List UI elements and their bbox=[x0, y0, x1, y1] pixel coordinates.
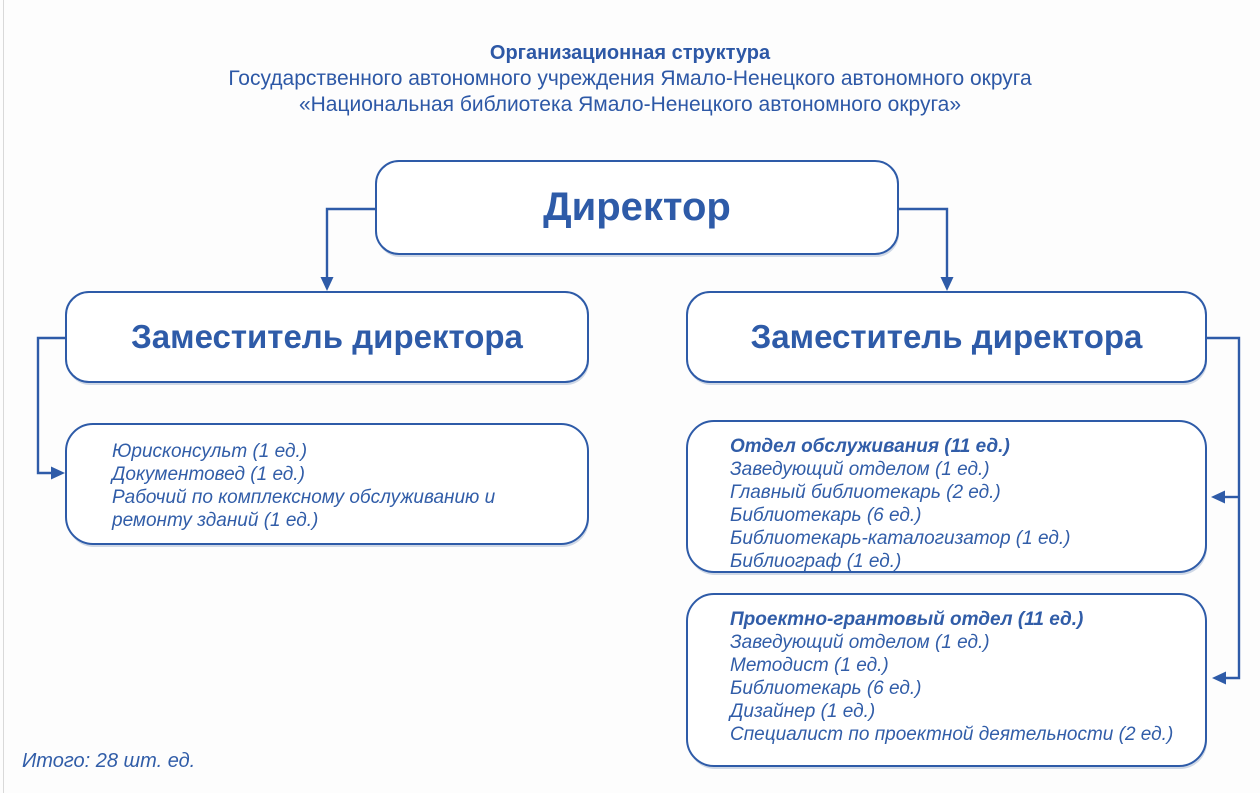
chart-title-line2: Государственного автономного учреждения Ямало-Ненецкого автономного округа bbox=[228, 67, 1032, 90]
service-dept-item: Главный библиотекарь (2 ед.) bbox=[730, 482, 1001, 503]
arrowhead-left-project-dept bbox=[1212, 672, 1226, 685]
page-left-edge-divider bbox=[3, 0, 4, 793]
connector-left-deputy-to-admin-unit bbox=[38, 338, 65, 473]
project-dept-item: Методист (1 ед.) bbox=[730, 655, 889, 676]
connector-director-to-left-deputy bbox=[327, 209, 375, 278]
node-director bbox=[375, 160, 899, 255]
node-deputy-right-label: Заместитель директора bbox=[750, 318, 1143, 355]
connector-right-deputy-to-depts bbox=[1207, 338, 1239, 678]
arrowhead-down-right-deputy bbox=[941, 277, 954, 291]
service-dept-item: Заведующий отделом (1 ед.) bbox=[730, 459, 990, 480]
admin-unit-item: Рабочий по комплексному обслуживанию и ремонту зданий (1 ед.) bbox=[112, 487, 496, 531]
project-dept-item: Заведующий отделом (1 ед.) bbox=[730, 632, 990, 653]
connector-director-to-right-deputy bbox=[899, 209, 947, 278]
project-dept-item: Дизайнер (1 ед.) bbox=[730, 701, 876, 722]
arrowhead-down-left-deputy bbox=[321, 277, 334, 291]
total-staff-label: Итого: 28 шт. ед. bbox=[22, 750, 196, 772]
node-deputy-left-label: Заместитель директора bbox=[131, 318, 523, 355]
chart-title-line1: Организационная структура bbox=[489, 42, 771, 64]
project-dept-item: Библиотекарь (6 ед.) bbox=[730, 678, 922, 699]
chart-title-line3: «Национальная библиотека Ямало-Ненецкого автономного округа» bbox=[298, 93, 962, 116]
node-admin-unit bbox=[65, 423, 589, 545]
node-project-dept bbox=[686, 593, 1207, 767]
node-service-dept bbox=[686, 420, 1207, 573]
node-director-label: Директор bbox=[543, 185, 731, 229]
service-dept-item: Библиотекарь-каталогизатор (1 ед.) bbox=[730, 528, 1071, 549]
node-deputy-left bbox=[65, 291, 589, 383]
admin-unit-item: Документовед (1 ед.) bbox=[112, 464, 305, 485]
chart-title bbox=[0, 40, 1260, 118]
service-dept-title: Отдел обслуживания (11 ед.) bbox=[730, 436, 1010, 457]
arrowhead-left-service-dept bbox=[1211, 491, 1225, 504]
service-dept-item: Библиотекарь (6 ед.) bbox=[730, 505, 922, 526]
node-deputy-right bbox=[686, 291, 1207, 383]
project-dept-title: Проектно-грантовый отдел (11 ед.) bbox=[730, 609, 1084, 630]
arrowhead-right-admin-unit bbox=[51, 467, 65, 480]
admin-unit-item: Юрисконсульт (1 ед.) bbox=[112, 441, 308, 462]
project-dept-item: Специалист по проектной деятельности (2 ед.) bbox=[730, 724, 1174, 745]
service-dept-item: Библиограф (1 ед.) bbox=[730, 551, 902, 572]
